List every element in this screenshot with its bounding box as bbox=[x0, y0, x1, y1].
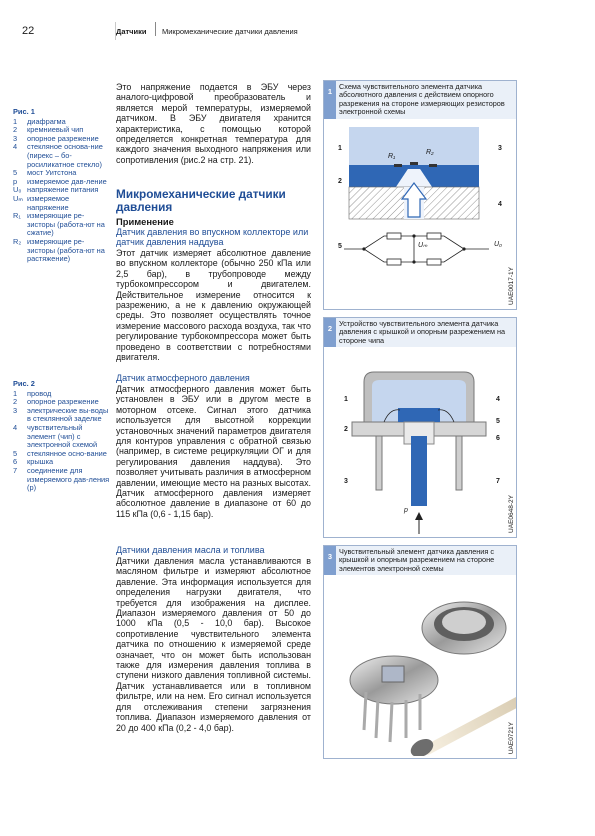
legend-key: R₁ bbox=[13, 211, 21, 221]
fig1-label-3: 3 bbox=[498, 145, 502, 152]
fig1-label-p: p bbox=[424, 187, 428, 194]
intro-paragraph: Это напряжение подается в ЭБУ через аналого-цифровой преобразователь и является мерой температуры, измеряемой датчиком. В ЭБУ двигателя хранится характеристика, с помощью которой определяется конкретная температура для каждого значения выходного напряжения или сопротивления (рис.2 на стр. 21). bbox=[116, 82, 311, 165]
legend-key: R₂ bbox=[13, 236, 22, 246]
legend-item bbox=[13, 212, 111, 238]
legend-value: опорное разрежение bbox=[27, 397, 99, 407]
legend-key: 3 bbox=[13, 405, 18, 415]
subsection-heading: Применение bbox=[116, 216, 174, 227]
legend-key: 1 bbox=[13, 388, 18, 398]
legend-title: Рис. 1 bbox=[13, 107, 35, 116]
legend-key: Uₘ bbox=[13, 193, 23, 203]
figure-1-legend bbox=[13, 108, 111, 264]
fig2-label-7: 7 bbox=[496, 478, 500, 485]
figure-2-legend bbox=[13, 380, 111, 493]
pressure-element-diagram bbox=[324, 119, 516, 309]
sensor-construction-diagram bbox=[324, 352, 516, 537]
figure-caption-text: Чувствительный элемент датчика давления с крышкой и опорным разрежением на стороне элементов электронной схемы bbox=[336, 546, 516, 575]
figure-code: UAE0017-1Y bbox=[508, 267, 515, 305]
legend-title: Рис. 2 bbox=[13, 379, 35, 388]
legend-key: U₀ bbox=[13, 185, 22, 195]
fig2-label-5: 5 bbox=[496, 418, 500, 425]
figure-caption-text: Схема чувствительного элемента датчика абсолютного давления с действием опорного разрежения на стороне измеряющих резисторов электронной схемы bbox=[336, 81, 516, 119]
legend-value: чувствительный элемент (чип) с электронной схемой bbox=[27, 422, 98, 450]
header-title: Микромеханические датчики давления bbox=[162, 27, 298, 36]
fig2-label-6: 6 bbox=[496, 435, 500, 442]
legend-key: 3 bbox=[13, 133, 18, 143]
atmospheric-sensor-heading: Датчик атмосферного давления bbox=[116, 373, 250, 383]
figure-code: UAE0648-2Y bbox=[508, 495, 515, 533]
figure-number: 2 bbox=[324, 318, 336, 347]
legend-item bbox=[13, 467, 111, 493]
legend-value: измеряющие ре-зисторы (работа-ют на сжатие) bbox=[27, 211, 105, 238]
header-separator bbox=[155, 22, 156, 36]
fig1-label-r1: R₁ bbox=[388, 153, 396, 160]
intake-sensor-heading: Датчик давления во впускном коллекторе или датчик давления наддува bbox=[116, 227, 309, 248]
legend-value: электрические вы-воды в стеклянной заделке bbox=[27, 405, 109, 424]
figure-number: 1 bbox=[324, 81, 336, 119]
legend-value: диафрагма bbox=[27, 116, 66, 126]
fig2-label-2: 2 bbox=[344, 426, 348, 433]
legend-item bbox=[13, 407, 111, 424]
fig2-label-4: 4 bbox=[496, 396, 500, 403]
legend-value: измеряемое дав-ление bbox=[27, 176, 107, 186]
oil-fuel-sensor-heading: Датчики давления масла и топлива bbox=[116, 545, 265, 555]
legend-key: 1 bbox=[13, 116, 18, 126]
figure-code: UAE0721Y bbox=[508, 721, 515, 754]
fig1-label-um: Uₘ bbox=[418, 242, 428, 249]
legend-key: 6 bbox=[13, 457, 18, 467]
fig1-label-u0: U₀ bbox=[494, 241, 503, 248]
legend-key: p bbox=[13, 176, 18, 186]
figure-number: 3 bbox=[324, 546, 336, 575]
legend-key: 2 bbox=[13, 125, 18, 135]
legend-item bbox=[13, 195, 111, 212]
legend-item bbox=[13, 424, 111, 450]
fig1-label-2: 2 bbox=[338, 178, 342, 185]
legend-key: 4 bbox=[13, 422, 18, 432]
figure-2 bbox=[323, 317, 517, 538]
figure-1 bbox=[323, 80, 517, 310]
figure-caption-text: Устройство чувствительного элемента датчика давления с крышкой и опорным разрежением на стороне чипа bbox=[336, 318, 516, 347]
legend-key: 5 bbox=[13, 448, 18, 458]
fig2-label-1: 1 bbox=[344, 396, 348, 403]
legend-key: 7 bbox=[13, 465, 18, 475]
legend-value: соединение для измеряемого дав-ления (p) bbox=[27, 465, 110, 493]
legend-key: 4 bbox=[13, 142, 18, 152]
figure-2-caption bbox=[324, 318, 516, 347]
page-number: 22 bbox=[22, 25, 35, 37]
legend-key: 5 bbox=[13, 168, 18, 178]
oil-fuel-sensor-paragraph: Датчики давления масла устанавливаются в масляном фильтре и измеряют абсолютное давление. Эта информация используется для определения нагрузки двигателя, что требуется для изображения на дисплее. Диапазон измеряемого давления от 50 до 1000 кПа (0,5 - 10,0 бар). Высокое сопротивление чувствительного элемента датчика по отношению к измеряемой среде означает, что он может быть использован также для измерения давления топлива в ступени низкого давления топливной системы. Датчик устанавливается или в топливном фильтре, или на нем. Его сигнал используется для отслеживания степени загрязнения топлива. Диапазон измеряемого давления от 20 до 400 кПа (0,2 - 4,0 бар). bbox=[116, 556, 311, 733]
fig1-label-1: 1 bbox=[338, 145, 342, 152]
fig1-label-r2: R₂ bbox=[426, 149, 434, 156]
figure-1-caption bbox=[324, 81, 516, 119]
legend-value: измеряющие ре-зисторы (работа-ют на растяжение) bbox=[27, 236, 105, 264]
legend-value: опорное разрежение bbox=[27, 133, 99, 143]
atmospheric-sensor-paragraph: Датчик атмосферного давления может быть установлен в ЭБУ или в другом месте в моторном отсеке. Сигнал этого датчика используется для высотной коррекции установочных значений параметров двигателя для контуров управления с обратной связью (например, в системе рециркуляции ОГ и для регулирования давления наддува). Это позволяет учитывать различия в атмосферном давлении, имеющие место на разных высотах. Датчик атмосферного давления измеряет абсолютное давление в диапазоне от 60 до 115 кПа (0,6 - 1,15 бар). bbox=[116, 384, 311, 519]
fig2-label-3: 3 bbox=[344, 478, 348, 485]
legend-item bbox=[13, 238, 111, 264]
section-heading: Микромеханические датчики давления bbox=[116, 187, 286, 214]
legend-item bbox=[13, 143, 111, 169]
fig1-label-4: 4 bbox=[498, 201, 502, 208]
legend-value: стеклянное осно-вание bbox=[27, 448, 107, 458]
legend-value: крышка bbox=[27, 457, 54, 467]
figure-3-caption bbox=[324, 546, 516, 575]
sensor-photo bbox=[324, 580, 516, 756]
fig1-label-5: 5 bbox=[338, 243, 342, 250]
legend-value: мост Уитстона bbox=[27, 168, 77, 178]
header-section: Датчики bbox=[116, 27, 147, 36]
legend-value: измеряемое напряжение bbox=[27, 193, 70, 212]
intake-sensor-paragraph: Этот датчик измеряет абсолютное давление во впускном коллекторе (обычно 250 кПа или 2,5 бар), в трубопроводе между турбокомпрессором и двигателем. Действительное измерение относится к разрежению, а не к давлению окружающей среды. Это позволяет осуществлять точное измерение массового расхода воздуха, так что регулирование турбокомпрессора может быть проведено в соответствии с потребностями двигателя. bbox=[116, 248, 311, 363]
legend-value: кремниевый чип bbox=[27, 125, 84, 135]
fig2-label-p: p bbox=[404, 507, 408, 514]
legend-value: стекляное основа-ние (пирекс – бо-росиликатное стекло) bbox=[27, 142, 103, 169]
legend-value: провод bbox=[27, 388, 52, 398]
legend-key: 2 bbox=[13, 397, 18, 407]
legend-value: напряжение питания bbox=[27, 185, 99, 195]
figure-3 bbox=[323, 545, 517, 759]
